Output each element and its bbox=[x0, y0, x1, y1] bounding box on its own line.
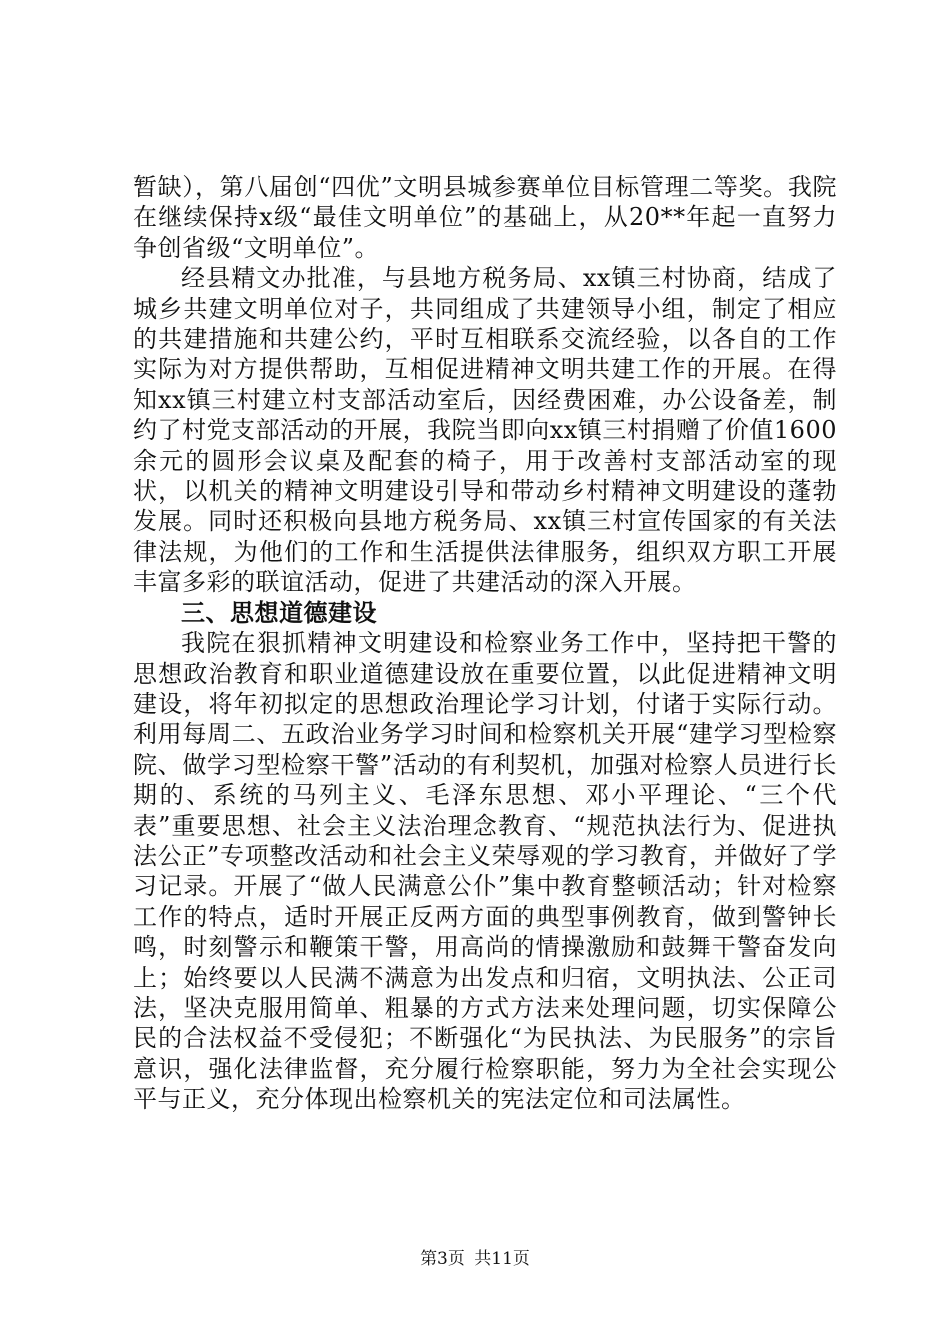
paragraph-continuation: 暂缺），第八届创“四优”文明县城参赛单位目标管理二等奖。我院在继续保持x级“最佳文明单位”的基础上，从20**年起一直努力争创省级“文明单位”。 bbox=[133, 173, 837, 262]
document-body bbox=[133, 172, 837, 1115]
paragraph-moral-construction: 我院在狠抓精神文明建设和检察业务工作中，坚持把干警的思想政治教育和职业道德建设放在重要位置，以此促进精神文明建设，将年初拟定的思想政治理论学习计划，付诸于实际行动。利用每周二、五政治业务学习时间和检察机关开展“建学习型检察院、做学习型检察干警”活动的有利契机，加强对检察人员进行长期的、系统的马列主义、毛泽东思想、邓小平理论、“三个代表”重要思想、社会主义法治理念教育、“规范执法行为、促进执法公正”专项整改活动和社会主义荣辱观的学习教育，并做好了学习记录。开展了“做人民满意公仆”集中教育整顿活动；针对检察工作的特点，适时开展正反两方面的典型事例教育，做到警钟长鸣，时刻警示和鞭策干警，用高尚的情操激励和鼓舞干警奋发向上；始终要以人民满不满意为出发点和归宿，文明执法、公正司法，坚决克服用简单、粗暴的方式方法来处理问题，切实保障公民的合法权益不受侵犯；不断强化“为民执法、为民服务”的宗旨意识，强化法律监督，充分履行检察职能，努力为全社会实现公平与正义，充分体现出检察机关的宪法定位和司法属性。 bbox=[133, 629, 837, 1114]
page-number-footer: 第3页 共11页 bbox=[420, 1249, 530, 1269]
section-heading: 三、思想道德建设 bbox=[181, 598, 377, 627]
paragraph-joint-construction: 经县精文办批准，与县地方税务局、xx镇三村协商，结成了城乡共建文明单位对子，共同组成了共建领导小组，制定了相应的共建措施和共建公约，平时互相联系交流经验，以各自的工作实际为对方提供帮助，互相促进精神文明共建工作的开展。在得知xx镇三村建立村支部活动室后，因经费困难，办公设备差，制约了村党支部活动的开展，我院当即向xx镇三村捐赠了价值1600余元的圆形会议桌及配套的椅子，用于改善村支部活动室的现状，以机关的精神文明建设引导和带动乡村精神文明建设的蓬勃发展。同时还积极向县地方税务局、xx镇三村宣传国家的有关法律法规，为他们的工作和生活提供法律服务，组织双方职工开展丰富多彩的联谊活动，促进了共建活动的深入开展。 bbox=[133, 264, 837, 597]
